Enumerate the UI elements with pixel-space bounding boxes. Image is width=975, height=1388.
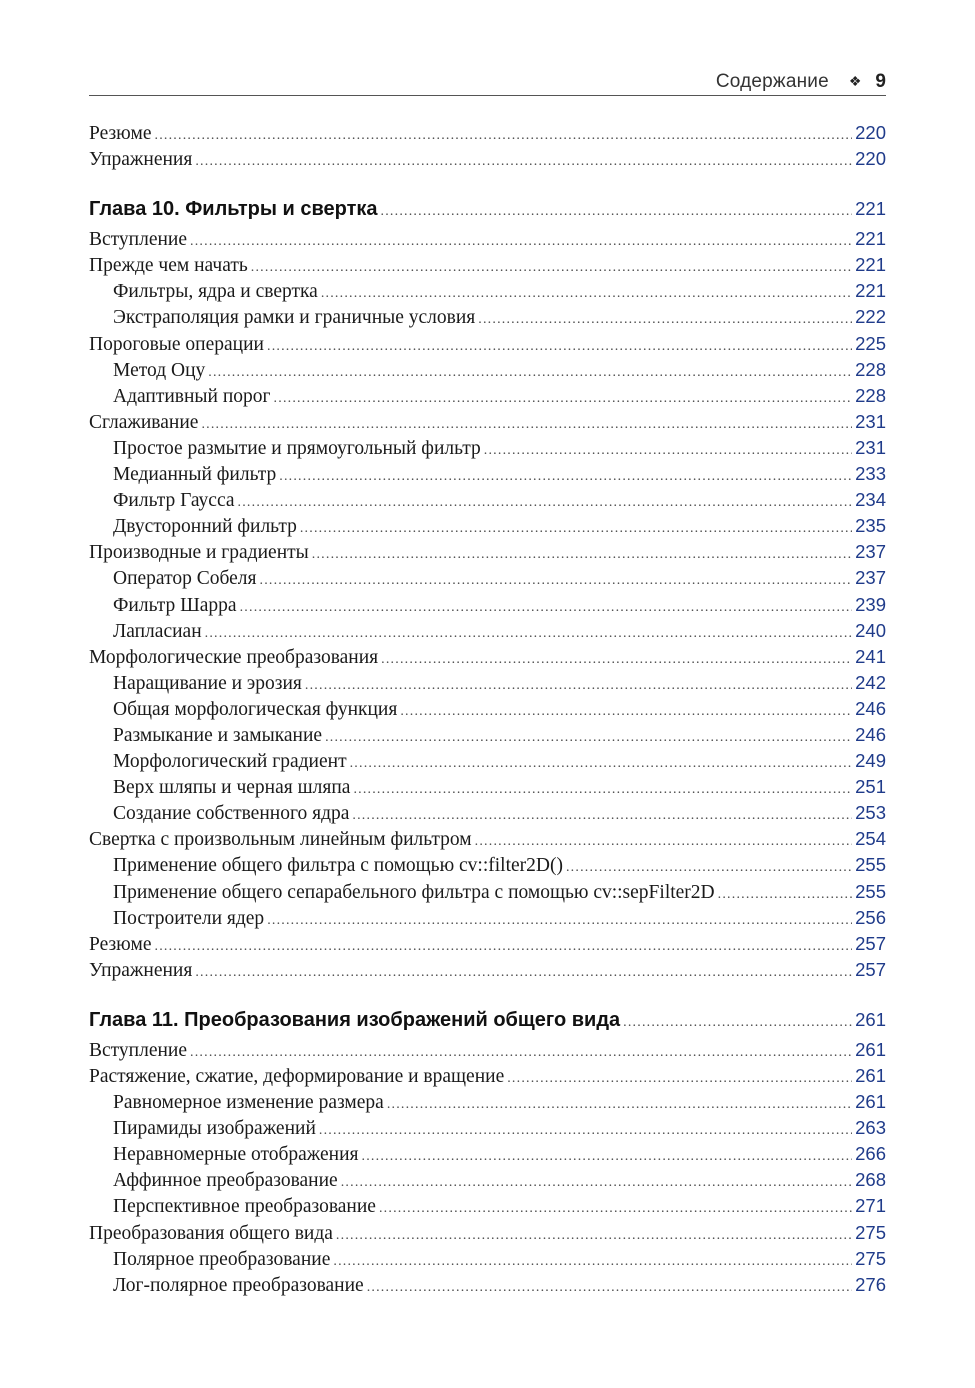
entry-title: Двусторонний фильтр — [113, 516, 297, 538]
dot-leader — [305, 678, 852, 694]
page-number: 221 — [855, 280, 886, 302]
dot-leader — [333, 1254, 852, 1270]
entry-title: Упражнения — [89, 149, 193, 171]
dot-leader — [341, 1175, 852, 1191]
entry-title: Медианный фильтр — [113, 464, 277, 486]
page-number: 221 — [855, 228, 886, 250]
page-number: 261 — [855, 1065, 886, 1086]
dot-leader — [381, 652, 852, 668]
entry-title: Прежде чем начать — [89, 255, 248, 277]
dot-leader — [321, 286, 852, 302]
entry-title: Применение общего фильтра с помощью cv::filter2D() — [113, 855, 563, 877]
entry-title: Создание собственного ядра — [113, 803, 350, 825]
entry-title: Неравномерные отображения — [113, 1144, 359, 1166]
page-number: 275 — [855, 1247, 886, 1269]
toc-entry-row[interactable] — [89, 907, 886, 933]
toc-entry-row[interactable] — [89, 359, 886, 385]
chapter-title: Глава 11. Преобразования изображений общего вида — [89, 1008, 621, 1031]
header-title: Содержание — [715, 70, 829, 92]
entry-title: Преобразования общего вида — [89, 1222, 333, 1244]
entry-title: Перспективное преобразование — [113, 1196, 376, 1218]
toc-entry-row[interactable] — [89, 1039, 886, 1065]
toc-chapter-row[interactable] — [89, 1009, 886, 1039]
page-number: 261 — [855, 1008, 886, 1030]
page-number: 231 — [855, 436, 886, 458]
entry-title: Сглаживание — [89, 411, 199, 433]
toc-entry-row[interactable] — [89, 1169, 886, 1195]
page-number: 231 — [855, 410, 886, 432]
dot-leader — [336, 1228, 852, 1244]
page-number: 268 — [855, 1169, 886, 1191]
dot-leader — [478, 312, 852, 328]
page-number: 221 — [855, 198, 886, 220]
toc-entry-row[interactable] — [89, 1091, 886, 1117]
entry-title: Оператор Собеля — [113, 568, 257, 590]
dot-leader — [279, 469, 852, 485]
toc-entry-row[interactable] — [89, 1117, 886, 1143]
toc-entry-row[interactable] — [89, 1222, 886, 1248]
header-page-number: 9 — [875, 70, 886, 92]
entry-title: Производные и градиенты — [89, 542, 309, 564]
page-number: 253 — [855, 802, 886, 824]
toc-entry-row[interactable] — [89, 698, 886, 724]
page-number: 246 — [855, 723, 886, 745]
entry-title: Пороговые операции — [89, 333, 264, 355]
dot-leader — [362, 1149, 853, 1165]
page-number: 251 — [855, 776, 886, 798]
entry-title: Равномерное изменение размера — [113, 1092, 384, 1114]
entry-title: Верх шляпы и черная шляпа — [113, 777, 351, 799]
page-number: 221 — [855, 254, 886, 276]
toc-entry-row[interactable] — [89, 1143, 886, 1169]
dot-leader — [484, 443, 852, 459]
page-number: 255 — [855, 880, 886, 902]
toc-entry-row[interactable] — [89, 122, 886, 148]
chapter-title: Глава 10. Фильтры и свертка — [89, 198, 378, 221]
dot-leader — [400, 704, 852, 720]
entry-title: Упражнения — [89, 959, 193, 981]
toc-entry-row[interactable] — [89, 280, 886, 306]
page-number: 228 — [855, 358, 886, 380]
page-number: 276 — [855, 1273, 886, 1295]
entry-title: Фильтр Шарра — [113, 594, 237, 616]
entry-title: Метод Оцу — [113, 359, 206, 381]
toc-entry-row[interactable] — [89, 828, 886, 854]
entry-title: Свертка с произвольным линейным фильтром — [89, 829, 472, 851]
dot-leader — [350, 756, 853, 772]
toc-entry-row[interactable] — [89, 306, 886, 332]
entry-title: Полярное преобразование — [113, 1248, 331, 1270]
page-number: 237 — [855, 567, 886, 589]
entry-title: Вступление — [89, 1039, 188, 1061]
dot-leader — [387, 1097, 852, 1113]
running-header — [89, 68, 886, 96]
header-ornament-icon: ❖ — [848, 73, 862, 89]
page-number: 249 — [855, 750, 886, 772]
page-number: 228 — [855, 384, 886, 406]
toc-entry-row[interactable] — [89, 1195, 886, 1221]
page-number: 271 — [855, 1195, 886, 1217]
toc-entry-row[interactable] — [89, 411, 886, 437]
toc-entry-row[interactable] — [89, 881, 886, 907]
toc-entry-row[interactable] — [89, 437, 886, 463]
toc-entry-row[interactable] — [89, 541, 886, 567]
toc-entry-row[interactable] — [89, 802, 886, 828]
toc-entry-row[interactable] — [89, 594, 886, 620]
dot-leader — [623, 1015, 852, 1031]
dot-leader — [201, 417, 852, 433]
page-number: 220 — [855, 148, 886, 170]
entry-title: Морфологические преобразования — [89, 646, 379, 668]
entry-title: Размыкание и замыкание — [113, 724, 323, 746]
entry-title: Морфологический градиент — [113, 751, 347, 773]
entry-title: Резюме — [89, 933, 152, 955]
page-number: 222 — [855, 306, 886, 328]
toc-entry-row[interactable] — [89, 489, 886, 515]
dot-leader — [353, 782, 852, 798]
dot-leader — [367, 1280, 852, 1296]
page-number: 255 — [855, 854, 886, 876]
entry-title: Адаптивный порог — [113, 385, 271, 407]
toc-entry-row[interactable] — [89, 254, 886, 280]
page-number: 246 — [855, 697, 886, 719]
toc-chapter-row[interactable] — [89, 198, 886, 228]
entry-title: Общая морфологическая функция — [113, 698, 398, 720]
entry-title: Резюме — [89, 123, 152, 144]
toc-entry-row[interactable] — [89, 646, 886, 672]
entry-title: Применение общего сепарабельного фильтра с помощью cv::sepFilter2D — [113, 881, 715, 903]
dot-leader — [238, 495, 853, 511]
entry-title: Аффинное преобразование — [113, 1170, 338, 1192]
entry-title: Фильтры, ядра и свертка — [113, 281, 318, 303]
toc-entry-row[interactable] — [89, 463, 886, 489]
toc-entry-row[interactable] — [89, 1274, 886, 1300]
dot-leader — [300, 521, 852, 537]
page-number: 257 — [855, 958, 886, 980]
dot-leader — [240, 600, 853, 616]
page-number: 275 — [855, 1221, 886, 1243]
page-number: 256 — [855, 906, 886, 928]
entry-title: Наращивание и эрозия — [113, 672, 302, 694]
toc-entry-row[interactable] — [89, 1248, 886, 1274]
dot-leader — [718, 887, 852, 903]
page-number: 242 — [855, 671, 886, 693]
toc-entry-row[interactable] — [89, 959, 886, 985]
page-number: 261 — [855, 1091, 886, 1113]
toc-entry-row[interactable] — [89, 933, 886, 959]
dot-leader — [190, 234, 852, 250]
page-number: 220 — [855, 122, 886, 143]
dot-leader — [251, 260, 852, 276]
toc-entry-row[interactable] — [89, 854, 886, 880]
dot-leader — [155, 939, 853, 955]
page-number: 263 — [855, 1117, 886, 1139]
entry-title: Лапласиан — [113, 620, 202, 642]
dot-leader — [208, 365, 852, 381]
toc-entry-row[interactable] — [89, 750, 886, 776]
dot-leader — [274, 391, 853, 407]
page-number: 239 — [855, 593, 886, 615]
toc-entry-row[interactable] — [89, 724, 886, 750]
dot-leader — [379, 1201, 852, 1217]
entry-title: Пирамиды изображений — [113, 1118, 316, 1140]
dot-leader — [190, 1045, 852, 1061]
page-number: 233 — [855, 463, 886, 485]
page-number: 234 — [855, 489, 886, 511]
entry-title: Фильтр Гаусса — [113, 490, 235, 512]
page-number: 254 — [855, 828, 886, 850]
dot-leader — [195, 154, 852, 170]
toc-entry-row[interactable] — [89, 385, 886, 411]
dot-leader — [352, 808, 852, 824]
entry-title: Вступление — [89, 229, 188, 251]
dot-leader — [312, 547, 852, 563]
toc-entry-row[interactable] — [89, 1065, 886, 1091]
toc-entry-row[interactable] — [89, 567, 886, 593]
dot-leader — [507, 1071, 852, 1087]
dot-leader — [566, 860, 852, 876]
entry-title: Растяжение, сжатие, деформирование и вращение — [89, 1066, 505, 1087]
toc-entry-row[interactable] — [89, 515, 886, 541]
entry-title: Экстраполяция рамки и граничные условия — [113, 307, 476, 329]
toc-entry-row[interactable] — [89, 776, 886, 802]
entry-title: Лог-полярное преобразование — [113, 1274, 364, 1296]
page-number: 261 — [855, 1038, 886, 1060]
page-number: 240 — [855, 619, 886, 641]
toc-entry-row[interactable] — [89, 620, 886, 646]
page-number: 225 — [855, 332, 886, 354]
toc-entry-row[interactable] — [89, 228, 886, 254]
toc-entry-row[interactable] — [89, 333, 886, 359]
dot-leader — [155, 128, 853, 144]
dot-leader — [267, 339, 852, 355]
dot-leader — [267, 913, 852, 929]
entry-title: Простое размытие и прямоугольный фильтр — [113, 437, 481, 459]
page-number: 241 — [855, 645, 886, 667]
dot-leader — [260, 573, 853, 589]
dot-leader — [475, 834, 852, 850]
entry-title: Построители ядер — [113, 907, 265, 929]
toc-entry-row[interactable] — [89, 672, 886, 698]
toc-entry-row[interactable] — [89, 148, 886, 174]
page-number: 257 — [855, 932, 886, 954]
page-number: 237 — [855, 541, 886, 563]
page-number: 235 — [855, 515, 886, 537]
dot-leader — [195, 965, 852, 981]
page-number: 266 — [855, 1143, 886, 1165]
dot-leader — [319, 1123, 852, 1139]
table-of-contents — [89, 122, 886, 1300]
dot-leader — [325, 730, 852, 746]
dot-leader — [381, 204, 853, 220]
dot-leader — [205, 626, 852, 642]
